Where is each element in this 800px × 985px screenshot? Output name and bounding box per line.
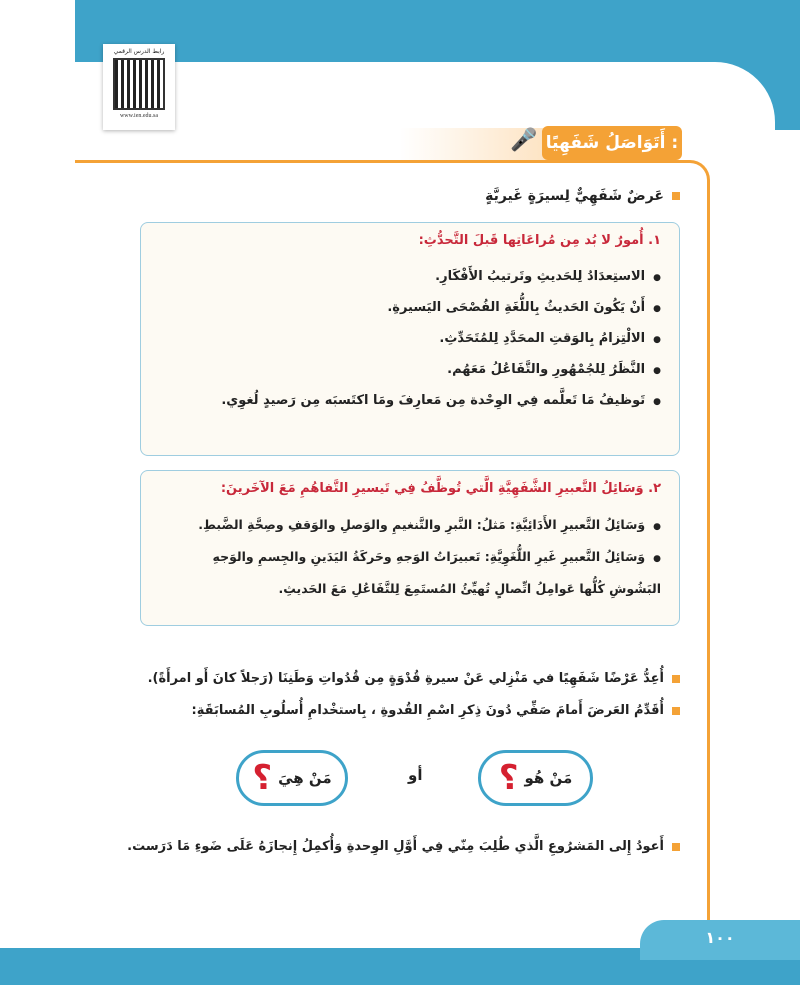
qr-code-icon[interactable] [113,58,165,110]
task-text: أُعِدُّ عَرْضًا شَفَهِيًا في مَنْزِلي عَنْ سيرةِ قُدْوَةٍ مِن قُدُواتِ وَطَنِنَا (رَجلاً كانَ أَو امرأَةً). [147,671,664,686]
subtitle-text: عَرضٌ شَفَهِيٌّ لِسيرَةٍ غَيريَّةٍ [485,188,664,204]
list-item: ● النَّظَرُ لِلجُمْهُورِ والتَّفَاعُلُ مَعَهُم. [159,355,661,386]
bullet-square-icon [672,192,680,200]
microphone-icon: 🎤 [510,128,538,153]
who-is-he-bubble [478,750,593,806]
box-before-speaking [140,222,680,456]
list-item: ● تَوظيفُ مَا تَعلَّمه فِي الوِحْدة مِن مَعارِفَ ومَا اكتَسبَه مِن رَصيدٍ لُغوِي. [159,386,661,417]
list-item: ● الاستِعدَادُ لِلحَديثِ وتَرتيبُ الأَفْكَارِ. [159,262,661,293]
bullet-square-icon [672,843,680,851]
qr-label: رابط الدرس الرقمي [113,48,165,55]
qr-url: www.ien.edu.sa [119,113,159,119]
task-1 [110,664,680,694]
question-mark-icon: ؟ [498,758,519,798]
who-is-she-bubble [236,750,348,806]
subtitle [110,188,680,204]
task-text: أُقَدِّمُ العَرضَ أَمامَ صَفِّي دُونَ ذِكرِ اسْمِ القُدوةِ ، بِاستخْدامِ أُسلُوبِ المُسابَقَةِ: [191,703,664,718]
final-task [110,832,680,862]
question-mark-icon: ؟ [252,758,273,798]
who-she-text: مَنْ هِيَ [278,769,332,787]
bullet-square-icon [672,707,680,715]
list-item: ● وَسَائِلُ التَّعبيرِ الأَدَائِيَّةِ: مَثلُ: النَّبرِ والتَّنغيمِ والوَصلِ والوَقفِ وصِحَّةِ الضَّبطِ. [159,510,661,542]
box1-title: ١. أُمورٌ لا بُد مِن مُراعَاتِها قَبلَ التَّحدُّثِ: [418,233,661,248]
list-item: ● وَسَائِلُ التَّعبيرِ غَيرِ اللُّغَوِيَّةِ: تَعبيرَاتُ الوَجهِ وحَركَةُ اليَدَينِ والجِسمِ والوَجهِ البَشُوشِ كُلُّها عَوامِلُ اتِّصالٍ تُهيِّئُ المُستَمِعَ لِلتَّفَاعُلِ مَعَ الحَديثِ. [159,542,661,604]
digital-lesson-qr-card[interactable] [103,44,175,130]
box-oral-expression [140,470,680,626]
task-text: أَعودُ إِلى المَشرُوعِ الَّذي طُلِبَ مِنّي فِي أَوَّلِ الوِحدةِ وَأُكمِلُ إِنجازَهُ عَلَى ضَوءِ مَا دَرَست. [127,839,664,854]
or-label: أو [408,766,423,784]
list-item: ● أَنْ يَكُونَ الحَديثُ بِاللُّغَةِ الفُصْحَى اليَسيرةِ. [159,293,661,324]
task-2 [110,696,680,726]
who-he-text: مَنْ هُو [524,769,573,787]
section-heading: أَتَوَاصَلُ شَفَهِيًا : [542,126,682,160]
page-number: ١٠٠ [640,920,800,960]
box2-title: ٢. وَسَائِلُ التَّعبيرِ الشَّفَهِيَّةِ الَّتي تُوظَّفُ فِي تَيسيرِ التَّفاهُمِ مَعَ الآخَرينَ: [220,481,661,496]
list-item: ● الالْتِزامُ بِالوَقتِ المحَدَّدِ لِلمُتَحَدِّثِ. [159,324,661,355]
bullet-square-icon [672,675,680,683]
